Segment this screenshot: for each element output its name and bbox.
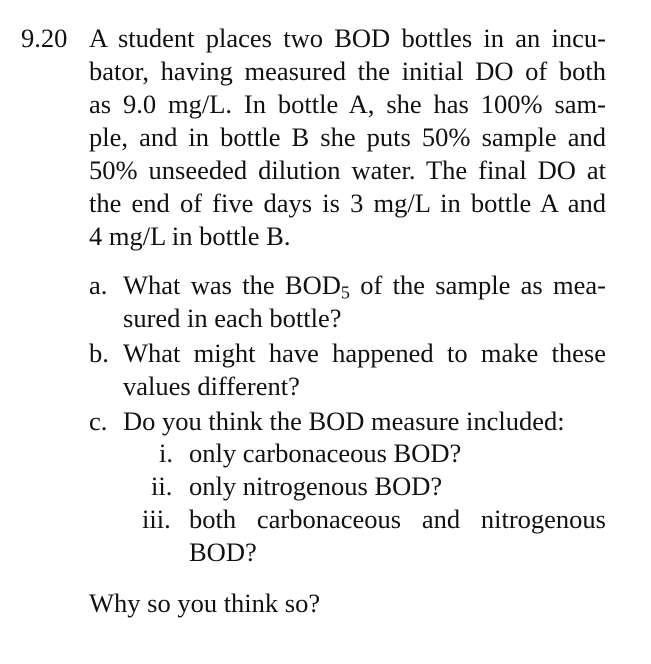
part-b-line-1: What might have happened to make these [123, 338, 606, 368]
subpart-i-label: i. [159, 438, 173, 468]
subpart-i-text: only carbonaceous BOD? [189, 438, 462, 468]
part-b-label: b. [89, 338, 109, 368]
subpart-iii-line-2: BOD? [189, 537, 257, 567]
part-a-line-2: sured in each bottle? [123, 303, 342, 333]
statement-line-2: bator, having measured the initial DO of both [89, 56, 606, 86]
part-c-line-1: Do you think the BOD measure included: [123, 406, 565, 436]
statement-line-6: the end of five days is 3 mg/L in bottle A and [89, 188, 606, 218]
part-a-line-1 [123, 269, 606, 302]
part-a-line-1-pre: What was the BOD [123, 270, 341, 300]
statement-line-5: 50% unseeded dilution water. The final DO at [89, 155, 606, 185]
part-c-label: c. [89, 406, 108, 436]
closing-question: Why so you think so? [89, 588, 321, 618]
statement-line-7: 4 mg/L in bottle B. [89, 221, 291, 251]
subpart-iii-line-1: both carbonaceous and nitrogenous [189, 504, 606, 534]
subpart-iii-label: iii. [142, 504, 171, 534]
statement-line-3: as 9.0 mg/L. In bottle A, she has 100% sam- [89, 89, 606, 119]
part-b-line-2: values different? [123, 371, 300, 401]
problem-number: 9.20 [21, 23, 68, 53]
part-a-line-1-post: of the sample as mea- [349, 270, 606, 300]
bod-subscript: 5 [340, 282, 350, 303]
statement-line-1: A student places two BOD bottles in an incu- [89, 23, 606, 53]
statement-line-4: ple, and in bottle B she puts 50% sample and [89, 122, 606, 152]
part-a-label: a. [89, 270, 108, 300]
subpart-ii-text: only nitrogenous BOD? [189, 471, 443, 501]
subpart-ii-label: ii. [151, 471, 173, 501]
